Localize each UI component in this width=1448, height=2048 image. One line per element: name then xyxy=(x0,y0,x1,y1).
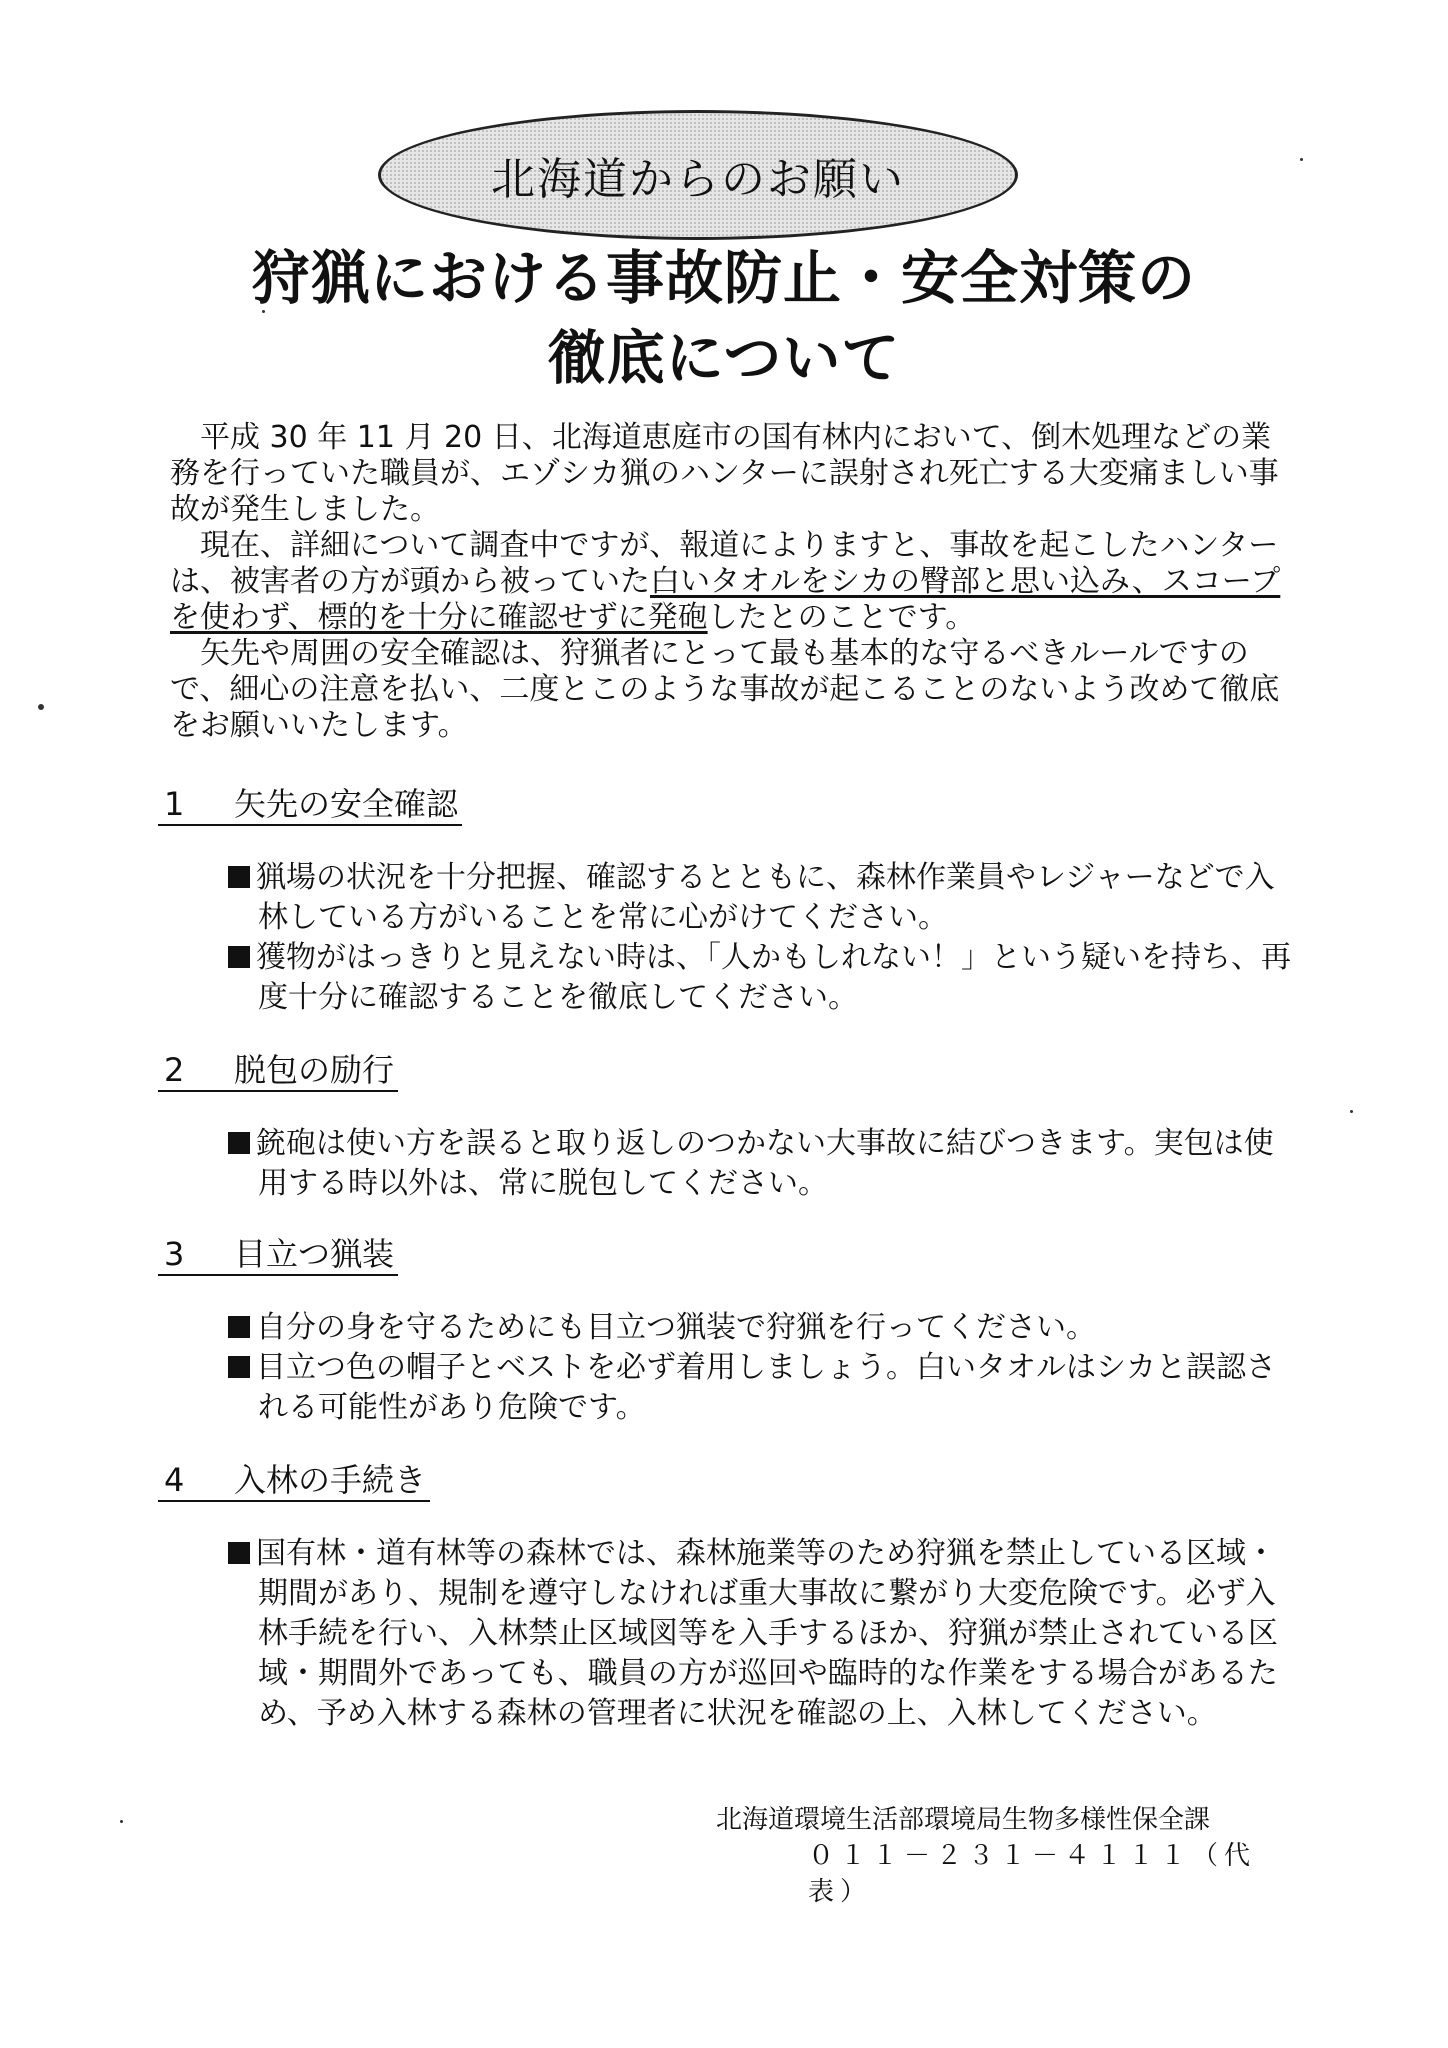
header-oval-badge xyxy=(378,110,1018,240)
bullet-list xyxy=(228,1308,1298,1428)
bullet-list xyxy=(228,1534,1298,1734)
square-bullet-icon xyxy=(228,866,250,888)
intro-paragraph-1: 平成 30 年 11 月 20 日、北海道恵庭市の国有林内において、倒木処理などの業務を行っていた職員が、エゾシカ猟のハンターに誤射され死亡する大変痛ましい事故が発生しました。 xyxy=(170,420,1279,527)
bullet-item: 目立つ色の帽子とベストを必ず着用しましょう。白いタオルはシカと誤認される可能性があり危険です。 xyxy=(228,1348,1298,1428)
section-heading xyxy=(158,784,462,826)
section-heading xyxy=(158,1460,430,1502)
section-number: 3 xyxy=(164,1235,185,1273)
title-line-2: 徹底について xyxy=(547,324,901,392)
phone-number: ０１１－２３１－４１１１（代表） xyxy=(808,1841,1257,1907)
title-line-1: 狩猟における事故防止・安全対策の xyxy=(251,244,1196,312)
square-bullet-icon xyxy=(228,1542,250,1564)
bullet-item: 獲物がはっきりと見えない時は、「人かもしれない！」という疑いを持ち、再度十分に確認することを徹底してください。 xyxy=(228,938,1298,1018)
section-number: 1 xyxy=(164,785,185,823)
intro-p2-end: したとのことです。 xyxy=(707,600,976,635)
bullet-item: 自分の身を守るためにも目立つ猟装で狩猟を行ってください。 xyxy=(228,1308,1298,1348)
bullet-list xyxy=(228,858,1298,1018)
square-bullet-icon xyxy=(228,1356,250,1378)
bullet-list xyxy=(228,1124,1298,1204)
section-4 xyxy=(158,1460,1298,1734)
section-2 xyxy=(158,1050,1298,1204)
section-heading xyxy=(158,1234,398,1276)
section-heading xyxy=(158,1050,398,1092)
bullet-item: 猟場の状況を十分把握、確認するとともに、森林作業員やレジャーなどで入林している方がいることを常に心がけてください。 xyxy=(228,858,1298,938)
square-bullet-icon xyxy=(228,946,250,968)
section-number: 2 xyxy=(164,1051,185,1089)
intro-text xyxy=(170,420,1300,744)
intro-paragraph-3: 矢先や周囲の安全確認は、狩猟者にとって最も基本的な守るべきルールですので、細心の注意を払い、二度とこのような事故が起こることのないよう改めて徹底をお願いいたします。 xyxy=(170,636,1280,743)
bullet-item: 国有林・道有林等の森林では、森林施業等のため狩猟を禁止している区域・期間があり、規制を遵守しなければ重大事故に繋がり大変危険です。必ず入林手続を行い、入林禁止区域図等を入手するほか、狩猟が禁止されている区域・期間外であっても、職員の方が巡回や臨時的な作業をする場合があるため、予め入林する森林の管理者に状況を確認の上、入林してください。 xyxy=(228,1534,1298,1734)
scan-speck xyxy=(120,1820,123,1823)
section-number: 4 xyxy=(164,1461,185,1499)
intro-paragraph-2 xyxy=(170,528,1300,636)
square-bullet-icon xyxy=(228,1316,250,1338)
section-title: 目立つ猟装 xyxy=(234,1235,395,1273)
footer-contact xyxy=(700,1802,1260,1910)
intro-p2-start: 現在、詳細について調査中ですが、報道によりますと、事故を起こしたハンターは、被害者の方が頭から被っていた xyxy=(170,528,1279,599)
section-1 xyxy=(158,784,1298,1018)
scan-speck xyxy=(1300,158,1303,161)
page-title xyxy=(150,238,1298,398)
intro-p2-underlined: 白いタオルをシカの臀部と思い込み、スコープを使わず、標的を十分に確認せずに発砲 xyxy=(170,564,1281,635)
scan-speck xyxy=(38,704,44,710)
section-title: 矢先の安全確認 xyxy=(234,785,459,823)
section-title: 脱包の励行 xyxy=(234,1051,395,1089)
scan-speck xyxy=(1350,1110,1353,1113)
department-name: 北海道環境生活部環境局生物多様性保全課 xyxy=(716,1805,1211,1835)
section-3 xyxy=(158,1234,1298,1428)
bullet-item: 銃砲は使い方を誤ると取り返しのつかない大事故に結びつきます。実包は使用する時以外は、常に脱包してください。 xyxy=(228,1124,1298,1204)
square-bullet-icon xyxy=(228,1132,250,1154)
badge-text: 北海道からのお願い xyxy=(491,154,905,205)
section-title: 入林の手続き xyxy=(234,1461,427,1499)
